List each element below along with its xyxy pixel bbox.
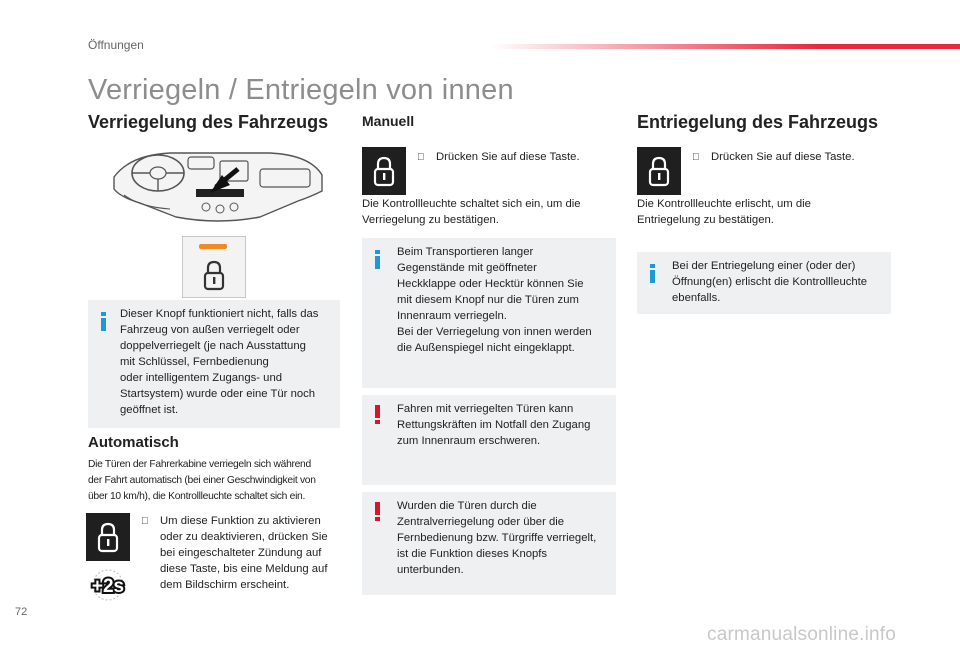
info-box-button-conditions (88, 300, 340, 428)
page-title: Verriegeln / Entriegeln von innen (88, 74, 514, 106)
unlock-instruction: Drücken Sie auf diese Taste. (711, 151, 855, 163)
page-number: 72 (15, 606, 28, 618)
manual-result: Die Kontrollleuchte schaltet sich ein, um die Verriegelung zu bestätigen. (362, 198, 581, 226)
heading-manual: Manuell (362, 113, 415, 129)
unlock-result: Die Kontrollleuchte erlischt, um die Entriegelung zu bestätigen. (637, 198, 811, 226)
lock-button-tile (362, 147, 406, 195)
indicator-led (199, 244, 227, 249)
bullet-glyph (417, 152, 425, 163)
warning-box-central-locking (362, 492, 616, 595)
section-label: Öffnungen (88, 38, 144, 52)
warning-text: Wurden die Türen durch die Zentralverriegelung oder über die Fernbedienung bzw. Türgriffe verriegelt, ist die Funktion dieses Knopfs unterbunden. (397, 500, 597, 576)
info-text: Dieser Knopf funktioniert nicht, falls das Fahrzeug von außen verriegelt oder doppelverriegelt (je nach Ausstattung mit Schlüssel, Fernbedienung oder intelligentem Zugangs- und Startsystem) wurde oder eine Tür noch geöffnet ist. (120, 308, 319, 416)
warning-text: Fahren mit verriegelten Türen kann Rettungskräften im Notfall den Zugang zum Innenraum erschweren. (397, 403, 591, 447)
bullet-glyph (141, 516, 149, 527)
heading-automatic: Automatisch (88, 434, 179, 451)
timer-2s-icon (86, 568, 130, 602)
heading-lock-vehicle: Verriegelung des Fahrzeugs (88, 112, 329, 132)
timer-2s-label: +2s (91, 576, 125, 597)
lock-switch-illustration (182, 236, 246, 298)
warning-box-rescue (362, 395, 616, 485)
info-box-long-objects (362, 238, 616, 388)
lock-icon (97, 521, 119, 553)
info-text: Beim Transportieren langer Gegenstände mit geöffneter Heckklappe oder Hecktür können Sie mit diesem Knopf nur die Türen zum Innenraum verriegeln. Bei der Verriegelung von innen werden die Außenspiegel nicht eingeklappt. (397, 246, 592, 354)
info-box-unlock (637, 252, 891, 314)
info-text: Bei der Entriegelung einer (oder der) Öffnung(en) erlischt die Kontrollleuchte ebenfalls. (672, 260, 868, 304)
header-accent-bar (490, 44, 960, 49)
automatic-description: Die Türen der Fahrerkabine verriegeln sich während der Fahrt automatisch (bei einer Geschwindigkeit von über 10 km/h), die Kontrollleuchte schaltet sich ein. (88, 459, 316, 502)
lock-icon (648, 155, 670, 187)
lock-button-tile (637, 147, 681, 195)
bullet-glyph (692, 152, 700, 163)
lock-icon (203, 259, 225, 291)
dashboard-illustration (110, 147, 326, 227)
heading-unlock-vehicle: Entriegelung des Fahrzeugs (637, 112, 879, 132)
watermark: carmanualsonline.info (707, 624, 897, 645)
manual-instruction: Drücken Sie auf diese Taste. (436, 151, 580, 163)
lock-icon (373, 155, 395, 187)
automatic-instruction: Um diese Funktion zu aktivieren oder zu deaktivieren, drücken Sie bei eingeschalteter Zündung auf diese Taste, bis eine Meldung auf dem Bildschirm erscheint. (160, 515, 328, 591)
lock-button-tile (86, 513, 130, 561)
